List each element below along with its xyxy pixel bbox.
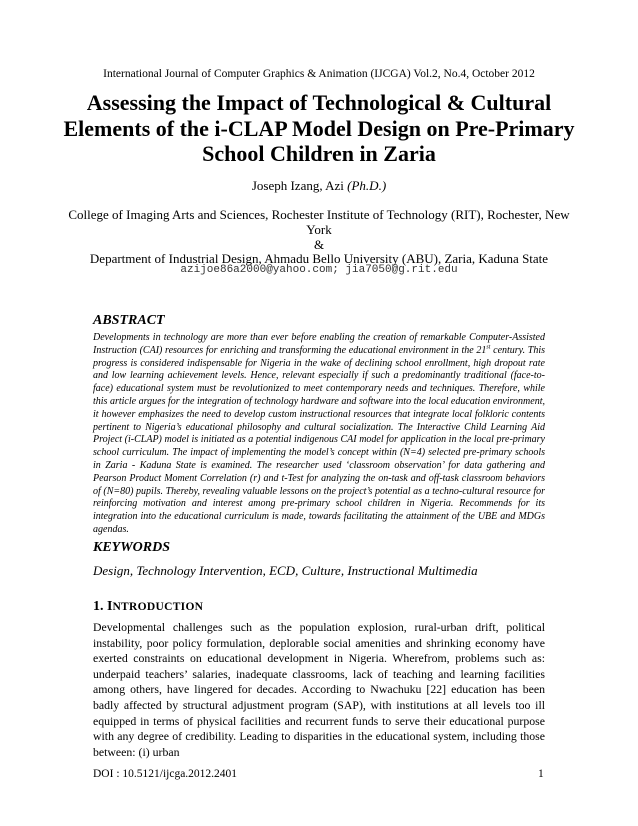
author-line: [0, 178, 638, 194]
running-header: International Journal of Computer Graphics & Animation (IJCGA) Vol.2, No.4, October 2012: [103, 68, 535, 80]
author-names: Joseph Izang, Azi: [251, 178, 344, 193]
affiliation-separator: &: [313, 237, 325, 252]
paper-title: Assessing the Impact of Technological & Cultural Elements of the i-CLAP Model Design on Pre-Primary School Children in Zaria: [63, 90, 575, 166]
abstract-text-part-1: Developments in technology are more than ever before enabling the creation of remarkable Computer-Assisted Instruction (CAI) resources for enriching and transforming the educational environment in the 21: [93, 332, 545, 356]
abstract-text-part-2: century. This progress is considered indispensable for Nigeria in the wake of declining school enrollment, high dropout rate and low learning achievement levels. Hence, relevant especially if such a predominantly traditional (face-to-face) educational system must be revolutionized to meet contemporary needs and techniques. Therefore, while this article argues for the integration of technology hardware and software into the local education environment, it however emphasizes the need to develop custom instructional resources that integrate local folkloric contents pertinent to Nigeria’s educational philosophy and cultural socialization. The Interactive Child Learning Aid Project (i-CLAP) model is initiated as a potential indigenous CAI model for application in the local pre-primary school curriculum. The impact of implementing the model’s concept within (N=4) selected pre-primary schools in Zaria - Kaduna State is examined. The researcher used ‘classroom observation’ for data gathering and Pearson Product Moment Correlation (r) and t-Test for analyzing the on-task and off-task classroom behaviors of (N=80) pupils. Thereby, revealing valuable lessons on the project’s potential as a techno-cultural resource for reinforcing motivation and interest among pre-primary school children in Nigeria. Recommends for its integration into the educational curriculum is made, towards facilitating the attainment of the UBE and MDGs agendas.: [93, 344, 545, 535]
introduction-number: 1. I: [93, 599, 113, 614]
author-degree: (Ph.D.): [347, 178, 387, 193]
introduction-title-rest: NTRODUCTION: [112, 601, 204, 613]
footer-doi: DOI : 10.5121/ijcga.2012.2401: [93, 768, 238, 780]
author-emails: azijoe86a2000@yahoo.com; jia7050@g.rit.edu: [180, 264, 458, 276]
affiliation-first: College of Imaging Arts and Sciences, Rochester Institute of Technology (RIT), Rochester, New York: [68, 207, 570, 237]
introduction-heading: [93, 599, 203, 615]
introduction-text: Developmental challenges such as the population explosion, rural-urban drift, political instability, poor policy formulation, deplorable social amenities and shrinking economy have exerted constraints on educational development in Nigeria. Wherefrom, problems such as: underpaid teachers’ salaries, inadequate classrooms, lack of teaching and learning facilities among others, have lingered for decades. According to Nwachuku [22] education has been badly affected by structural adjustment program (SAP), with institutions at all levels too ill equipped in terms of physical facilities and recurrent funds to serve their educational purpose with any degree of credibility. Leading to disparities in the educational system, including those between: (i) urban: [93, 620, 545, 759]
abstract-superscript: st: [486, 344, 491, 351]
keywords-heading: KEYWORDS: [93, 540, 171, 555]
affiliation-second: Department of Industrial Design, Ahmadu Bello University (ABU), Zaria, Kaduna State: [89, 251, 549, 266]
keywords-text: Design, Technology Intervention, ECD, Culture, Instructional Multimedia: [93, 563, 478, 578]
footer-page-number: 1: [538, 768, 544, 780]
abstract-text: [93, 332, 545, 537]
abstract-heading: ABSTRACT: [93, 313, 165, 328]
